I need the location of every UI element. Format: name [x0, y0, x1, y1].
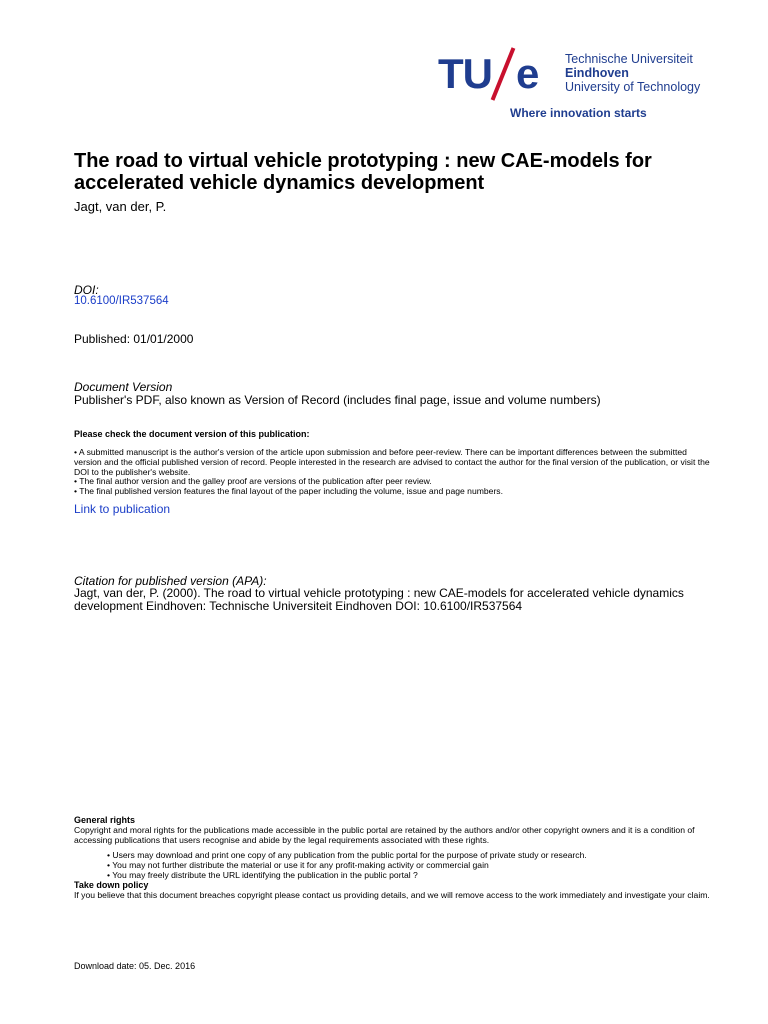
- check-version-bullets: [74, 448, 714, 497]
- logo-mark-tu: TU: [438, 50, 492, 97]
- rights-bullet: • Users may download and print one copy of any publication from the public portal for the purpose of private study or research.: [107, 850, 587, 861]
- check-version-heading: Please check the document version of this publication:: [74, 429, 310, 439]
- check-bullet: • The final author version and the galley proof are versions of the publication after peer review.: [74, 476, 432, 487]
- doi-link[interactable]: 10.6100/IR537564: [74, 295, 169, 307]
- tue-logo: [438, 48, 728, 128]
- logo-line-1: Technische Universiteit: [565, 52, 693, 66]
- logo-line-2: Eindhoven: [565, 66, 629, 80]
- takedown-text: If you believe that this document breaches copyright please contact us providing details, and we will remove access to the work immediately and investigate your claim.: [74, 889, 710, 900]
- logo-slash: [491, 47, 516, 100]
- rights-section: [74, 816, 724, 900]
- check-bullet: • A submitted manuscript is the author's version of the article upon submission and before peer-review. There can be important differences between the submitted version and the official published version of record. People interested in the research are advised to contact the author for the final version of the publication, or visit the DOI to the publisher's website.: [74, 447, 710, 477]
- logo-line-3: University of Technology: [565, 80, 701, 94]
- logo-text: [565, 52, 700, 94]
- logo-tagline: Where innovation starts: [510, 106, 647, 120]
- general-rights-text: Copyright and moral rights for the publications made accessible in the public portal are retained by the authors and/or other copyright owners and it is a condition of accessing publications that users recognise and abide by the legal requirements associated with these rights.: [74, 824, 695, 845]
- document-version-value: Publisher's PDF, also known as Version of Record (includes final page, issue and volume numbers): [74, 393, 601, 407]
- link-to-publication[interactable]: Link to publication: [74, 502, 171, 516]
- published-date: Published: 01/01/2000: [74, 332, 194, 346]
- doi-label: DOI:: [74, 283, 99, 297]
- takedown-heading: Take down policy: [74, 879, 149, 890]
- rights-bullet: • You may not further distribute the material or use it for any profit-making activity or commercial gain: [107, 860, 489, 871]
- general-rights-heading: General rights: [74, 815, 136, 825]
- download-date: Download date: 05. Dec. 2016: [74, 961, 196, 971]
- logo-mark-e: e: [516, 50, 540, 97]
- citation-text: Jagt, van der, P. (2000). The road to virtual vehicle prototyping : new CAE-models for accelerated vehicle dynamics development Eindhoven: Technische Universiteit Eindhoven DOI: 10.6100/IR537564: [74, 586, 684, 613]
- rights-bullet: • You may freely distribute the URL identifying the publication in the public portal ?: [107, 869, 418, 880]
- check-bullet: • The final published version features the final layout of the paper including the volume, issue and page numbers.: [74, 486, 503, 497]
- document-title: The road to virtual vehicle prototyping : new CAE-models for accelerated vehicle dynamics development: [74, 150, 652, 194]
- citation-label: Citation for published version (APA):: [74, 574, 267, 588]
- document-version-label: Document Version: [74, 380, 173, 394]
- document-authors: Jagt, van der, P.: [74, 199, 167, 214]
